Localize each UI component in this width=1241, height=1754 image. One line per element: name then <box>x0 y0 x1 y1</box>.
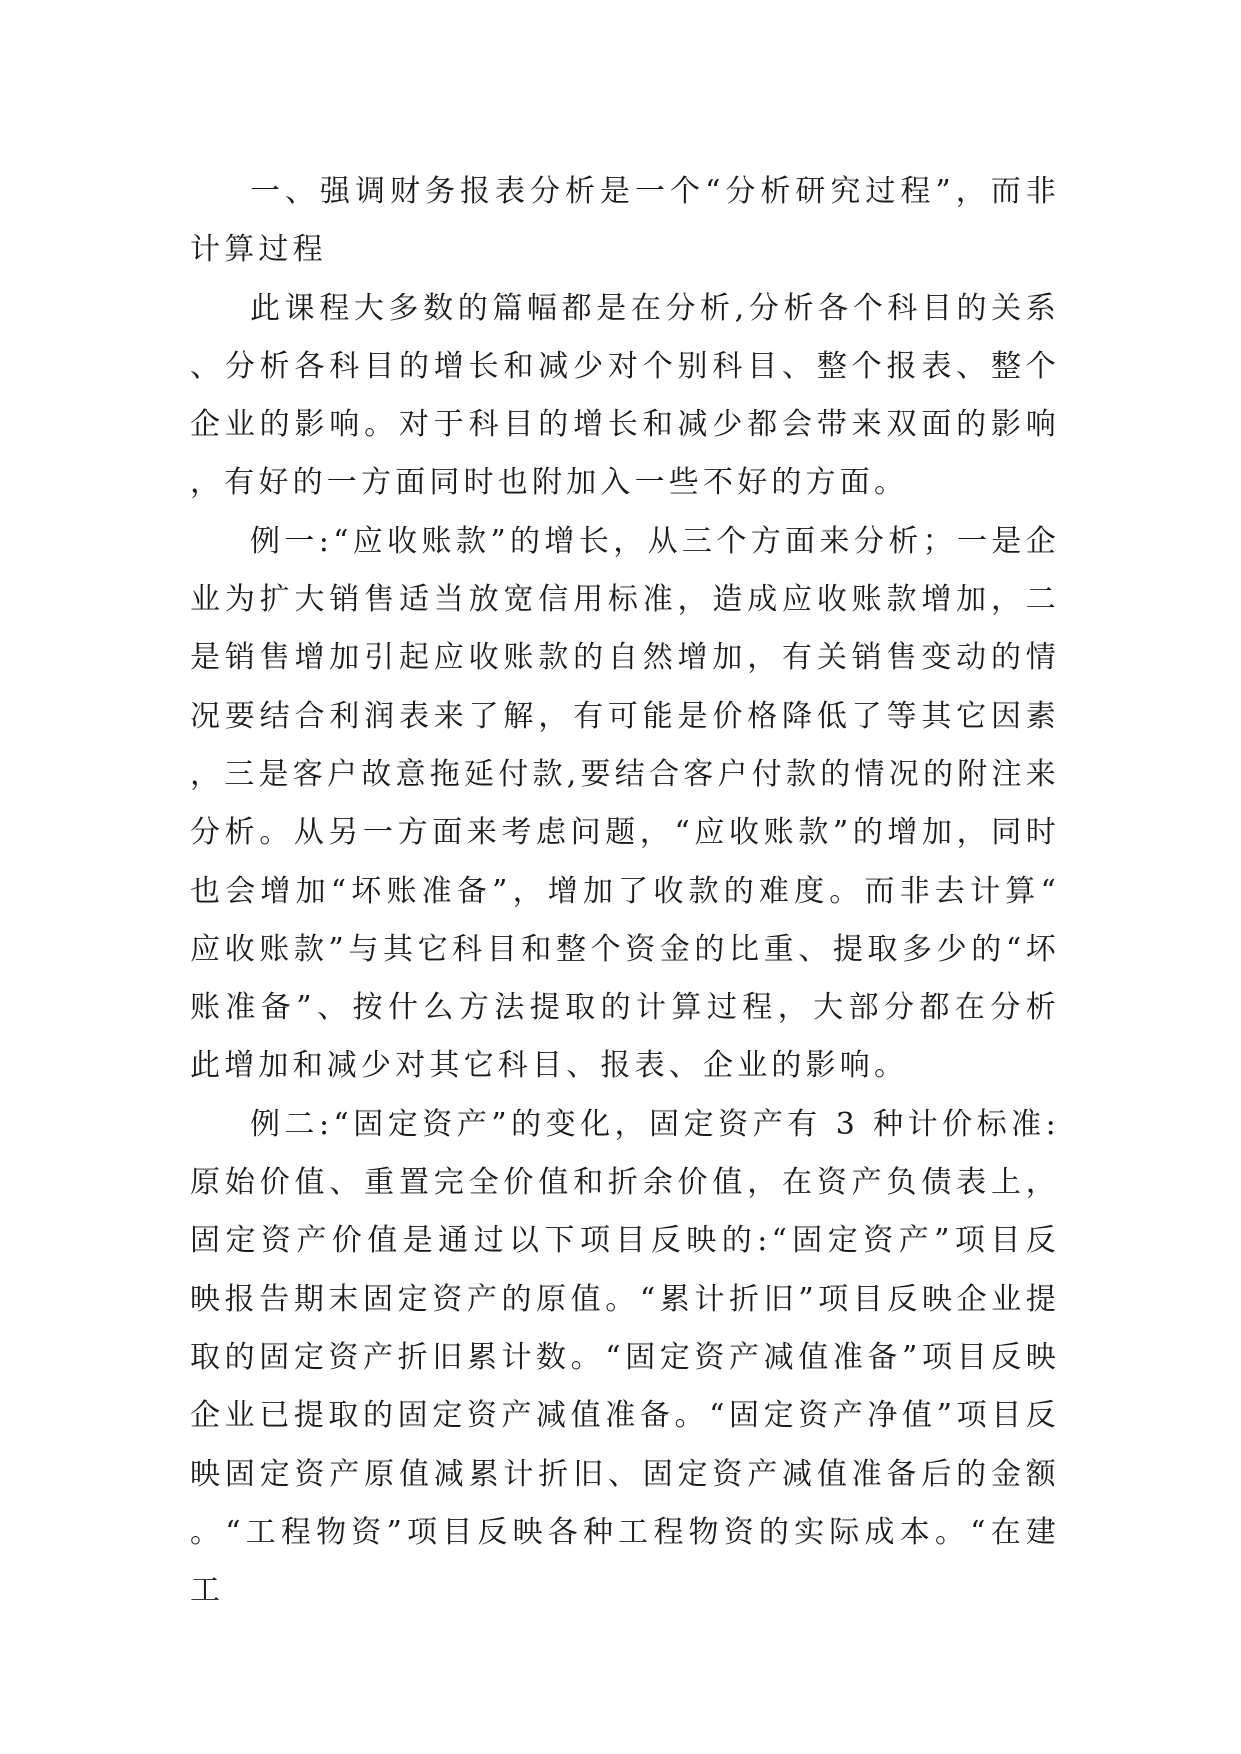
paragraph-example-two: 例二:“固定资产”的变化，固定资产有 3 种计价标准:原始价值、重置完全价值和折余价值，在资产负债表上，固定资产价值是通过以下项目反映的:“固定资产”项目反映报告期末固定资产的原值。“累计折旧”项目反映企业提取的固定资产折旧累计数。“固定资产减值准备”项目反映企业已提取的固定资产减值准备。“固定资产净值”项目反映固定资产原值减累计折旧、固定资产减值准备后的金额。“工程物资”项目反映各种工程物资的实际成本。“在建工 <box>190 1106 1060 1609</box>
paragraph-example-one: 例一:“应收账款”的增长，从三个方面来分析；一是企业为扩大销售适当放宽信用标准，造成应收账款增加，二是销售增加引起应收账款的自然增加，有关销售变动的情况要结合利润表来了解，有可能是价格降低了等其它因素，三是客户故意拖延付款,要结合客户付款的情况的附注来分析。从另一方面来考虑问题，“应收账款”的增加，同时也会增加“坏账准备”，增加了收款的难度。而非去计算“应收账款”与其它科目和整个资金的比重、提取多少的“坏账准备”、按什么方法提取的计算过程，大部分都在分析此增加和减少对其它科目、报表、企业的影响。 <box>190 523 1060 1084</box>
document-body <box>190 163 1060 1620</box>
section-heading: 一、强调财务报表分析是一个“分析研究过程”，而非计算过程 <box>190 174 1060 268</box>
paragraph-intro: 此课程大多数的篇幅都是在分析,分析各个科目的关系、分析各科目的增长和减少对个别科目、整个报表、整个企业的影响。对于科目的增长和减少都会带来双面的影响，有好的一方面同时也附加入一些不好的方面。 <box>190 290 1060 501</box>
